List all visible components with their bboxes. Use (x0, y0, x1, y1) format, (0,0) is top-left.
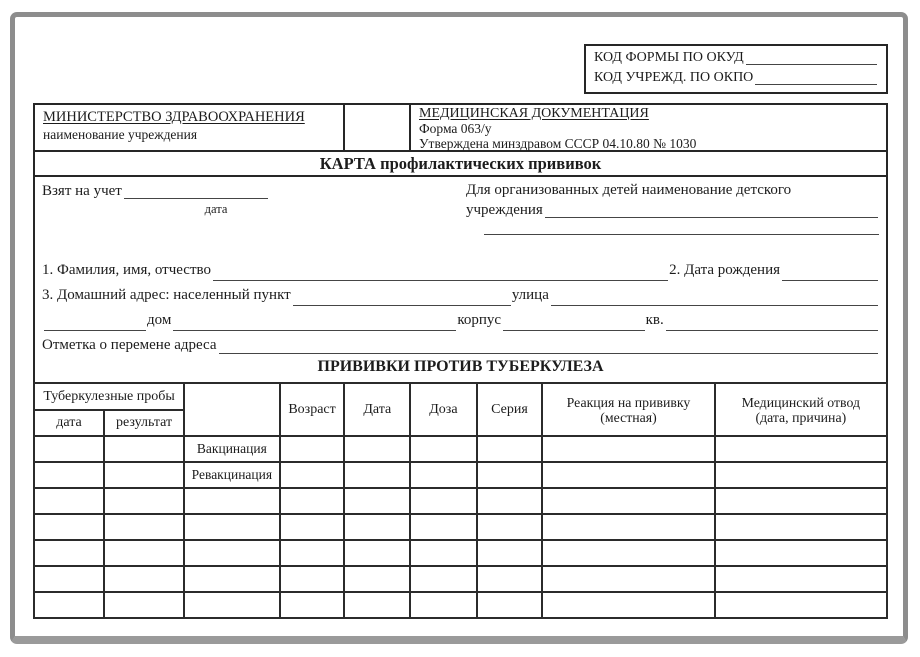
empty-table-cell (715, 436, 887, 462)
table-row (34, 462, 887, 488)
empty-table-cell (344, 436, 410, 462)
table-row (34, 514, 887, 540)
table-row (34, 488, 887, 514)
code-box (584, 44, 888, 94)
empty-table-cell (184, 488, 280, 514)
empty-table-cell (477, 514, 543, 540)
intake-label: Взят на учет (42, 183, 122, 199)
ministry-cell (35, 105, 345, 150)
vaccination-table-body (34, 436, 887, 618)
empty-table-cell (280, 540, 345, 566)
institution-label: учреждения (466, 202, 543, 218)
empty-header-cell (345, 105, 411, 150)
series-header: Серия (477, 383, 543, 436)
empty-table-cell (715, 592, 887, 618)
okud-label: КОД ФОРМЫ ПО ОКУД (594, 50, 744, 65)
empty-table-cell (34, 488, 104, 514)
empty-table-cell (410, 436, 477, 462)
empty-table-cell (184, 566, 280, 592)
reaction-header-line2: (местная) (600, 409, 657, 425)
empty-table-cell (715, 540, 887, 566)
empty-table-cell (410, 462, 477, 488)
dose-header: Доза (410, 383, 477, 436)
okud-blank-line (746, 48, 877, 65)
empty-table-cell (715, 488, 887, 514)
approval-note: Утверждена минздравом СССР 04.10.80 № 1030 (419, 136, 697, 151)
empty-table-cell (410, 592, 477, 618)
table-row (34, 592, 887, 618)
institution-blank-2 (484, 221, 879, 235)
vaccination-type-cell: Ревакцинация (184, 462, 280, 488)
table-row (34, 566, 887, 592)
empty-table-cell (715, 514, 887, 540)
empty-table-cell (542, 540, 714, 566)
building-label: корпус (457, 312, 502, 328)
birth-date-label: 2. Дата рождения (669, 262, 780, 278)
empty-table-cell (34, 514, 104, 540)
address-change-row (42, 334, 879, 357)
okud-line (594, 48, 878, 68)
empty-table-cell (715, 462, 887, 488)
ministry-title: МИНИСТЕРСТВО ЗДРАВООХРАНЕНИЯ (43, 109, 305, 125)
empty-table-cell (104, 540, 184, 566)
address-label: 3. Домашний адрес: населенный пункт (42, 287, 291, 303)
name-label: 1. Фамилия, имя, отчество (42, 262, 211, 278)
vaccination-table (33, 382, 888, 619)
empty-table-cell (477, 462, 543, 488)
okpo-line (594, 68, 878, 88)
vaccination-type-header (184, 383, 280, 436)
intake-date-hint: дата (204, 202, 228, 216)
empty-table-cell (542, 592, 714, 618)
empty-table-cell (280, 592, 345, 618)
empty-table-cell (410, 514, 477, 540)
tb-tests-group-header: Туберкулезные пробы (34, 383, 184, 410)
empty-table-cell (344, 488, 410, 514)
okpo-blank-line (755, 68, 877, 85)
table-row (34, 436, 887, 462)
okpo-label: КОД УЧРЕЖД. ПО ОКПО (594, 70, 754, 85)
birth-date-blank (782, 259, 878, 281)
med-doc-cell (411, 105, 886, 150)
institution-blank (545, 200, 878, 218)
street-blank (551, 284, 878, 306)
intake-right (466, 181, 879, 259)
empty-table-cell (104, 488, 184, 514)
empty-table-cell (344, 540, 410, 566)
house-blank (173, 309, 456, 331)
empty-table-cell (184, 540, 280, 566)
empty-table-cell (410, 566, 477, 592)
street-label: улица (511, 287, 549, 303)
org-children-line2 (466, 200, 879, 221)
empty-table-cell (280, 436, 345, 462)
apartment-label: кв. (645, 312, 664, 328)
empty-table-cell (477, 436, 543, 462)
med-doc-title: МЕДИЦИНСКАЯ ДОКУМЕНТАЦИЯ (419, 106, 649, 121)
address-change-label: Отметка о перемене адреса (42, 337, 217, 353)
medical-exemption-header-line2: (дата, причина) (755, 409, 847, 425)
empty-table-cell (542, 566, 714, 592)
empty-table-cell (34, 566, 104, 592)
form-header (35, 105, 886, 152)
scanned-page-frame (10, 12, 908, 644)
empty-table-cell (34, 540, 104, 566)
org-children-line1: Для организованных детей наименование детского (466, 182, 792, 198)
name-row (42, 259, 879, 284)
empty-table-cell (477, 540, 543, 566)
empty-table-cell (410, 488, 477, 514)
empty-table-cell (344, 592, 410, 618)
test-result-subheader: результат (104, 410, 184, 436)
locality-blank (293, 284, 511, 306)
empty-table-cell (477, 566, 543, 592)
form-number: Форма 063/у (419, 121, 492, 136)
reaction-header (542, 383, 714, 436)
vaccination-type-cell: Вакцинация (184, 436, 280, 462)
empty-table-cell (280, 462, 345, 488)
empty-table-cell (104, 436, 184, 462)
empty-table-cell (34, 462, 104, 488)
intake-line (42, 181, 466, 202)
address-row (42, 284, 879, 309)
intake-left (42, 181, 466, 259)
empty-table-cell (280, 488, 345, 514)
empty-table-cell (34, 436, 104, 462)
house-row (42, 309, 879, 334)
empty-table-cell (542, 462, 714, 488)
form-box (33, 103, 888, 619)
header-row-1 (34, 383, 887, 410)
empty-table-cell (477, 592, 543, 618)
vaccination-table-header (34, 383, 887, 436)
empty-table-cell (104, 592, 184, 618)
intake-date-blank (124, 181, 268, 199)
empty-table-cell (715, 566, 887, 592)
medical-exemption-header (715, 383, 887, 436)
fields-area (35, 177, 886, 382)
test-date-subheader: дата (34, 410, 104, 436)
empty-table-cell (184, 514, 280, 540)
empty-table-cell (104, 462, 184, 488)
empty-table-cell (280, 566, 345, 592)
medical-exemption-header-line1: Медицинский отвод (741, 394, 860, 410)
form-title: КАРТА профилактических прививок (35, 152, 886, 177)
reaction-header-line1: Реакция на прививку (566, 394, 691, 410)
empty-table-cell (344, 514, 410, 540)
empty-table-cell (542, 514, 714, 540)
building-blank (503, 309, 645, 331)
empty-table-cell (104, 514, 184, 540)
empty-table-cell (104, 566, 184, 592)
empty-table-cell (477, 488, 543, 514)
address-change-blank (219, 334, 878, 354)
table-row (34, 540, 887, 566)
tb-section-title: ПРИВИВКИ ПРОТИВ ТУБЕРКУЛЕЗА (317, 358, 604, 375)
house-label: дом (147, 312, 172, 328)
empty-table-cell (184, 592, 280, 618)
ministry-hint: наименование учреждения (43, 127, 198, 142)
date-header: Дата (344, 383, 410, 436)
street-continuation-blank (44, 309, 146, 331)
empty-table-cell (542, 488, 714, 514)
age-header: Возраст (280, 383, 345, 436)
page (15, 17, 903, 636)
empty-table-cell (34, 592, 104, 618)
empty-table-cell (542, 436, 714, 462)
empty-table-cell (280, 514, 345, 540)
empty-table-cell (344, 566, 410, 592)
intake-row (42, 181, 879, 259)
empty-table-cell (344, 462, 410, 488)
name-blank (213, 259, 668, 281)
apartment-blank (666, 309, 878, 331)
empty-table-cell (410, 540, 477, 566)
